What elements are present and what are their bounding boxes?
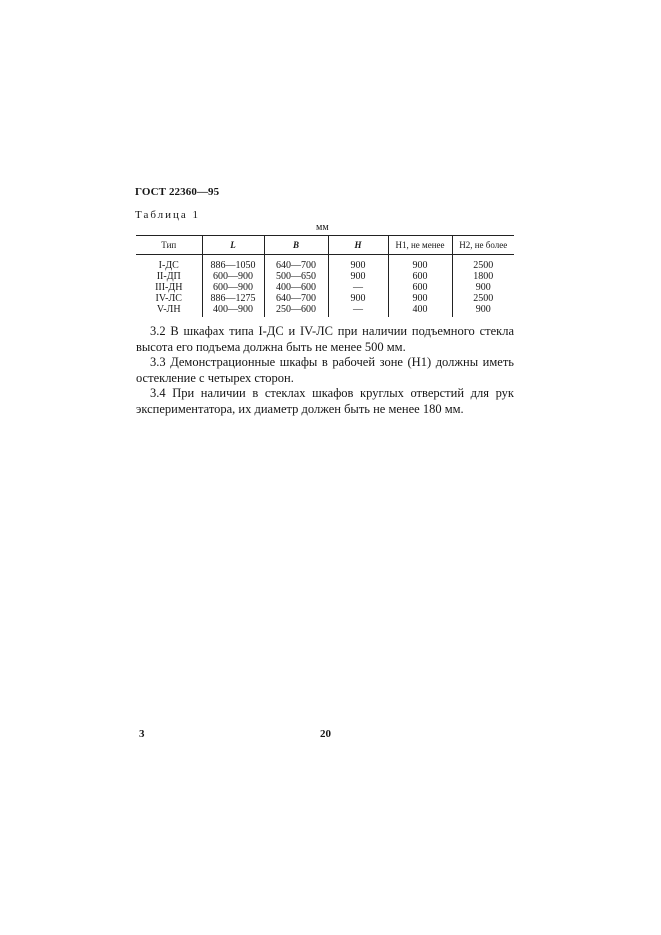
table-cell: 500—650 (264, 271, 328, 282)
table-cell: 600 (388, 271, 452, 282)
body-text (136, 324, 514, 417)
table-caption: Таблица 1 (135, 209, 201, 221)
table-cell: 600—900 (202, 271, 264, 282)
page-number: 20 (320, 728, 331, 740)
table-cell: 900 (328, 255, 388, 272)
table-row (136, 271, 514, 282)
table-cell: 900 (388, 293, 452, 304)
table-cell: 400 (388, 304, 452, 317)
dimensions-table (136, 235, 514, 317)
table-cell: V-ЛН (156, 304, 181, 315)
table-cell: 2500 (452, 293, 514, 304)
table-cell: 900 (452, 282, 514, 293)
table-header-row (136, 236, 514, 255)
table-cell: 1800 (452, 271, 514, 282)
table-row (136, 304, 514, 317)
column-header-l: L (202, 236, 264, 255)
table-row (136, 293, 514, 304)
paragraph-3-2: 3.2 В шкафах типа I-ДС и IV-ЛС при наличии подъемного стекла высота его подъема должна быть не менее 500 мм. (136, 324, 514, 354)
table-cell: 400—600 (264, 282, 328, 293)
column-header-h2: H2, не более (452, 236, 514, 255)
table-cell: 900 (388, 255, 452, 272)
table-cell: 250—600 (264, 304, 328, 317)
table-cell: 400—900 (202, 304, 264, 317)
column-header-type: Тип (136, 236, 202, 255)
column-header-h1: H1, не менее (388, 236, 452, 255)
table-cell: 900 (452, 304, 514, 317)
table-cell: 640—700 (264, 293, 328, 304)
document-code: ГОСТ 22360—95 (135, 186, 220, 198)
table-cell: I-ДС (158, 260, 179, 271)
table-row (136, 255, 514, 272)
table-cell: 886—1050 (202, 255, 264, 272)
table-cell: — (328, 304, 388, 317)
table-cell: 900 (328, 271, 388, 282)
paragraph-3-4: 3.4 При наличии в стеклах шкафов круглых отверстий для рук экспериментатора, их диаметр должен быть не менее 180 мм. (136, 386, 514, 416)
table-cell: 640—700 (264, 255, 328, 272)
table-cell: 2500 (452, 255, 514, 272)
table-cell: III-ДН (155, 282, 183, 293)
column-header-b: B (264, 236, 328, 255)
unit-label: мм (316, 222, 329, 233)
table-cell: — (328, 282, 388, 293)
table-cell: 600 (388, 282, 452, 293)
table-cell: 886—1275 (202, 293, 264, 304)
table-row (136, 282, 514, 293)
paragraph-3-3: 3.3 Демонстрационные шкафы в рабочей зоне (H1) должны иметь остекление с четырех сторон. (136, 355, 514, 385)
table-cell: II-ДП (156, 271, 181, 282)
column-header-h: H (328, 236, 388, 255)
table-cell: IV-ЛС (155, 293, 182, 304)
table-cell: 600—900 (202, 282, 264, 293)
footer-left-mark: 3 (139, 728, 145, 740)
table-cell: 900 (328, 293, 388, 304)
